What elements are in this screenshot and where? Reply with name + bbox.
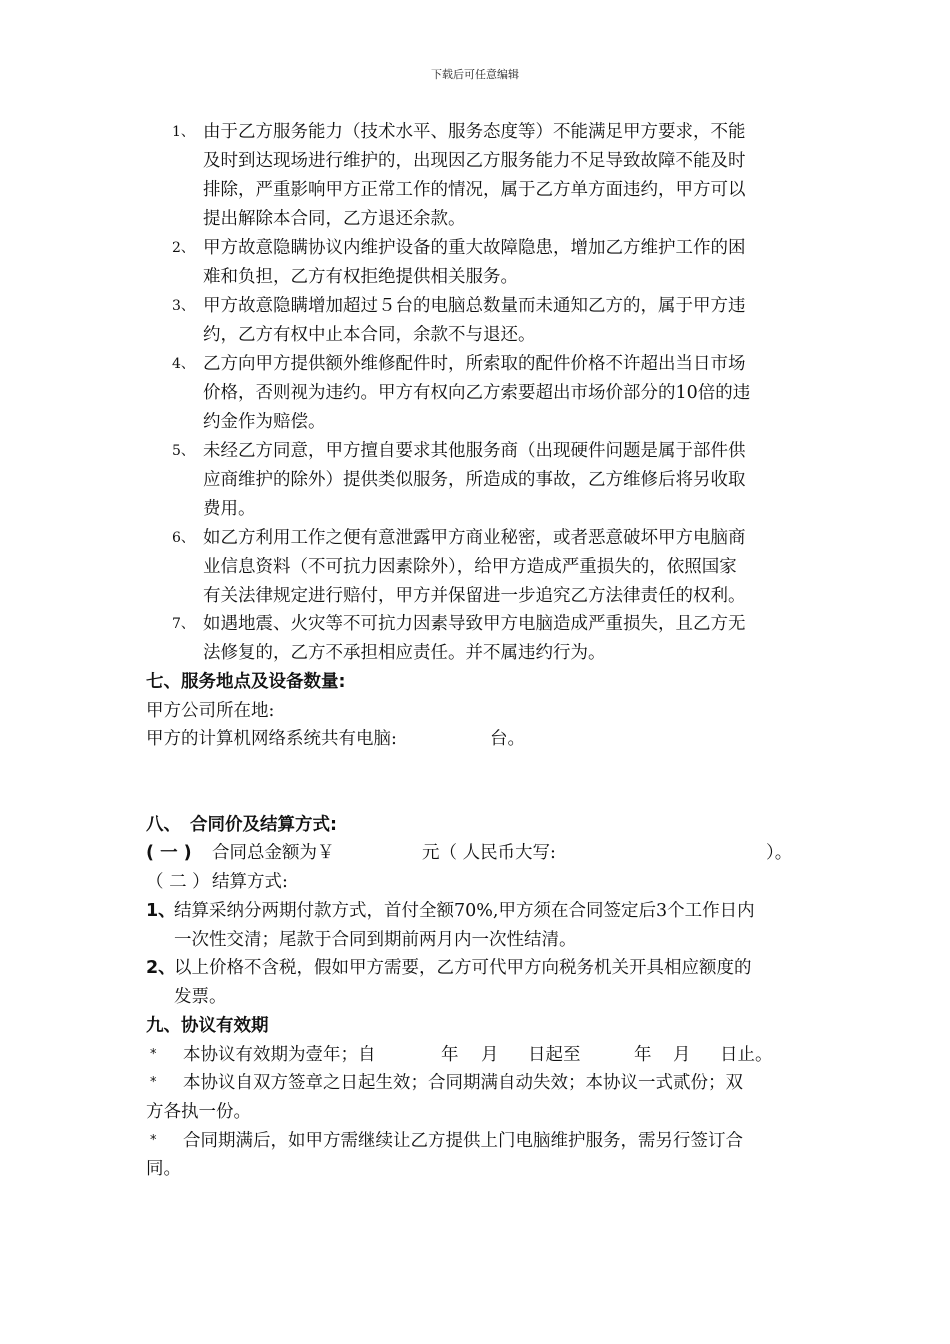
validity-month-end: 月 xyxy=(673,1045,691,1065)
bullet-star: * xyxy=(150,1047,157,1062)
item-line: 业信息资料（不可抗力因素除外），给甲方造成严重损失的，依照国家 xyxy=(203,557,737,577)
validity-day-end: 日止。 xyxy=(720,1045,773,1065)
item-line: 提出解除本合同，乙方退还余款。 xyxy=(203,209,466,229)
item-line: 约金作为赔偿。 xyxy=(203,412,326,432)
renewal-line: 同。 xyxy=(146,1159,181,1179)
item-line: 费用。 xyxy=(203,499,256,519)
item-number: 6、 xyxy=(172,530,195,546)
item-line: 应商维护的除外）提供类似服务，所造成的事故，乙方维修后将另收取 xyxy=(203,470,746,490)
pc-count-unit: 台。 xyxy=(490,729,525,749)
item-line: 未经乙方同意，甲方擅自要求其他服务商（出现硬件问题是属于部件供 xyxy=(203,441,746,461)
section-8-title: 合同价及结算方式: xyxy=(190,815,337,835)
item-number: 5、 xyxy=(172,443,195,459)
item-number: 3、 xyxy=(172,298,195,314)
item-number: 2、 xyxy=(172,240,195,256)
validity-line: 方各执一份。 xyxy=(146,1102,251,1122)
section-7-title: 七、服务地点及设备数量: xyxy=(146,672,346,692)
payment-line: 一次性交清；尾款于合同到期前两月内一次性结清。 xyxy=(174,930,577,950)
item-number: 7、 xyxy=(172,616,195,632)
item-line: 如遇地震、火灾等不可抗力因素导致甲方电脑造成严重损失，且乙方无 xyxy=(203,614,746,634)
item-line: 乙方向甲方提供额外维修配件时，所索取的配件价格不许超出当日市场 xyxy=(203,354,746,374)
item-line: 由于乙方服务能力（技术水平、服务态度等）不能满足甲方要求，不能 xyxy=(203,122,746,142)
item-line: 排除，严重影响甲方正常工作的情况，属于乙方单方面违约，甲方可以 xyxy=(203,180,746,200)
rmb-uppercase-label: 元（ 人民币大写: xyxy=(422,843,556,863)
section-9-title: 九、协议有效期 xyxy=(146,1016,269,1036)
bullet-star: * xyxy=(150,1075,157,1090)
validity-line: 本协议自双方签章之日起生效；合同期满自动失效；本协议一式贰份；双 xyxy=(183,1073,743,1093)
item-line: 约，乙方有权中止本合同，余款不与退还。 xyxy=(203,325,536,345)
location-label: 甲方公司所在地: xyxy=(146,701,275,721)
validity-year: 年 xyxy=(441,1045,459,1065)
payment-number: 1、 xyxy=(146,901,176,921)
payment-line: 发票。 xyxy=(174,987,227,1007)
sub-item-number: （ 二 ） xyxy=(146,872,210,892)
item-line: 如乙方利用工作之便有意泄露甲方商业秘密，或者恶意破坏甲方电脑商 xyxy=(203,528,746,548)
payment-line: 以上价格不含税，假如甲方需要，乙方可代甲方向税务机关开具相应额度的 xyxy=(174,958,752,978)
section-8-number: 八、 xyxy=(146,815,181,835)
renewal-line: 合同期满后，如甲方需继续让乙方提供上门电脑维护服务，需另行签订合 xyxy=(183,1131,743,1151)
item-line: 有关法律规定进行赔付，甲方并保留进一步追究乙方法律责任的权利。 xyxy=(203,586,746,606)
payment-line: 结算采纳分两期付款方式，首付全额70%,甲方须在合同签定后3个工作日内 xyxy=(174,901,755,921)
item-line: 难和负担，乙方有权拒绝提供相关服务。 xyxy=(203,267,518,287)
bullet-star: * xyxy=(150,1133,157,1148)
bracket-close: ）。 xyxy=(766,843,793,863)
item-line: 及时到达现场进行维护的，出现因乙方服务能力不足导致故障不能及时 xyxy=(203,151,746,171)
validity-month: 月 xyxy=(481,1045,499,1065)
item-number: 4、 xyxy=(172,356,195,372)
payment-number: 2、 xyxy=(146,958,176,978)
item-line: 法修复的，乙方不承担相应责任。并不属违约行为。 xyxy=(203,643,606,663)
pc-count-label: 甲方的计算机网络系统共有电脑: xyxy=(146,729,397,749)
item-line: 价格，否则视为违约。甲方有权向乙方索要超出市场价部分的10倍的违 xyxy=(203,383,751,403)
item-number: 1、 xyxy=(172,124,195,140)
validity-day-from: 日起至 xyxy=(528,1045,581,1065)
item-line: 甲方故意隐瞒协议内维护设备的重大故障隐患，增加乙方维护工作的困 xyxy=(203,238,746,258)
validity-year-end: 年 xyxy=(634,1045,652,1065)
validity-text: 本协议有效期为壹年；自 xyxy=(183,1045,376,1065)
page-header: 下载后可任意编辑 xyxy=(431,68,519,81)
settlement-label: 结算方式: xyxy=(212,872,288,892)
contract-amount-label: 合同总金额为￥ xyxy=(212,843,335,863)
item-line: 甲方故意隐瞒增加超过５台的电脑总数量而未通知乙方的，属于甲方违 xyxy=(203,296,746,316)
sub-item-number: ( 一 ) xyxy=(146,843,192,863)
